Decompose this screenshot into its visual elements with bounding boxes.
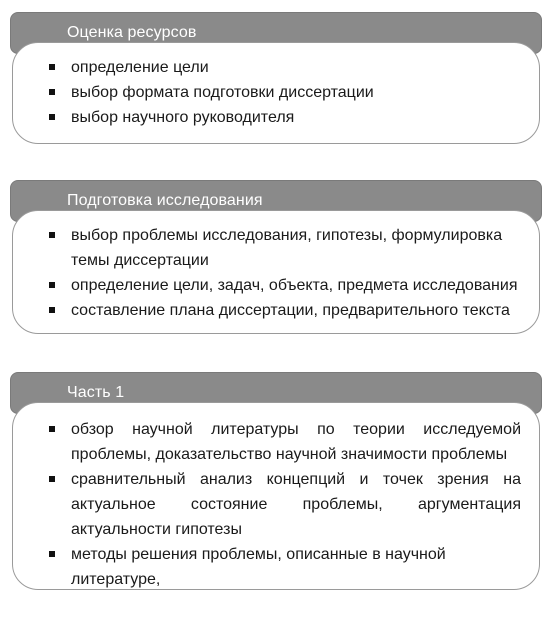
bullet-square-icon bbox=[49, 282, 55, 288]
bullet-square-icon bbox=[49, 551, 55, 557]
bullet-square-icon bbox=[49, 476, 55, 482]
list-item bbox=[47, 55, 521, 80]
list-item-text: обзор научной литературы по теории исследуемой проблемы, доказательство научной значимости проблемы bbox=[71, 421, 521, 463]
bullet-square-icon bbox=[49, 64, 55, 70]
bullet-list bbox=[47, 417, 521, 592]
section-part-1 bbox=[10, 372, 542, 590]
bullet-square-icon bbox=[49, 307, 55, 313]
list-item-text: методы решения проблемы, описанные в научной литературе, bbox=[71, 546, 446, 588]
list-item bbox=[47, 298, 521, 323]
section-body bbox=[12, 42, 540, 144]
bullet-square-icon bbox=[49, 89, 55, 95]
bullet-list bbox=[47, 55, 521, 130]
list-item-text: сравнительный анализ концепций и точек зрения на актуальное состояние проблемы, аргументация актуальности гипотезы bbox=[71, 471, 521, 538]
list-item-text: определение цели bbox=[71, 59, 209, 76]
list-item bbox=[47, 417, 521, 467]
list-item-text: составление плана диссертации, предварительного текста bbox=[71, 302, 510, 319]
list-item-text: выбор проблемы исследования, гипотезы, формулировка темы диссертации bbox=[71, 227, 503, 269]
list-item bbox=[47, 542, 521, 592]
list-item-text: определение цели, задач, объекта, предмета исследования bbox=[71, 277, 518, 294]
list-item bbox=[47, 80, 521, 105]
list-item bbox=[47, 273, 521, 298]
section-body bbox=[12, 402, 540, 590]
list-item bbox=[47, 223, 521, 273]
section-header: Оценка ресурсов bbox=[10, 12, 542, 54]
section-body bbox=[12, 210, 540, 334]
bullet-list bbox=[47, 223, 521, 323]
section-research-preparation bbox=[10, 180, 542, 334]
list-item-text: выбор формата подготовки диссертации bbox=[71, 84, 374, 101]
section-resource-assessment bbox=[10, 12, 542, 144]
list-item-text: выбор научного руководителя bbox=[71, 109, 295, 126]
list-item bbox=[47, 467, 521, 542]
section-header: Часть 1 bbox=[10, 372, 542, 414]
bullet-square-icon bbox=[49, 426, 55, 432]
bullet-square-icon bbox=[49, 232, 55, 238]
section-header: Подготовка исследования bbox=[10, 180, 542, 222]
list-item bbox=[47, 105, 521, 130]
bullet-square-icon bbox=[49, 114, 55, 120]
